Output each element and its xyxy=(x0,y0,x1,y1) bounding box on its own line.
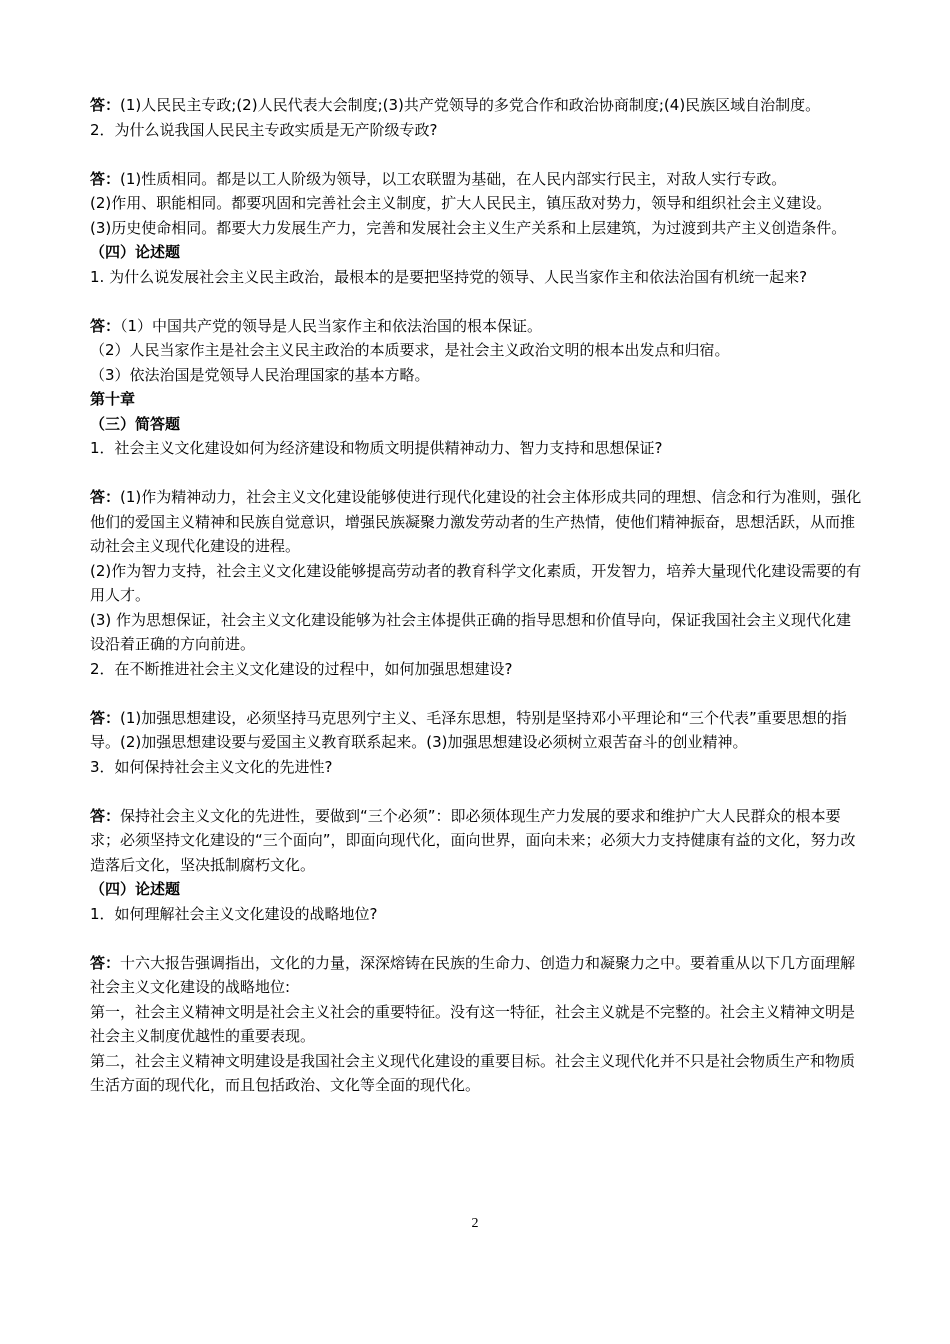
text-paragraph: （3）依法治国是党领导人民治理国家的基本方略。 xyxy=(90,365,430,384)
text-paragraph: (3)历史使命相同。都要大力发展生产力，完善和发展社会主义生产关系和上层建筑，为过渡到共产主义创造条件。 xyxy=(90,218,847,237)
text-paragraph: 1. 为什么说发展社会主义民主政治，最根本的是要把坚持党的领导、人民当家作主和依法治国有机统一起来? xyxy=(90,267,808,286)
blank-line xyxy=(90,926,865,951)
section-heading: （四）论述题 xyxy=(90,880,181,898)
answer-label: 答： xyxy=(90,708,121,727)
answer-label: 答： xyxy=(90,169,121,188)
answer-paragraph xyxy=(90,804,865,878)
text-paragraph: 3．如何保持社会主义文化的先进性? xyxy=(90,757,333,776)
text-paragraph: 1．社会主义文化建设如何为经济建设和物质文明提供精神动力、智力支持和思想保证? xyxy=(90,439,663,457)
blank-line xyxy=(90,461,865,486)
answer-paragraph xyxy=(90,314,865,339)
text-paragraph: 第二，社会主义精神文明建设是我国社会主义现代化建设的重要目标。社会主义现代化并不只是社会物质生产和物质生活方面的现代化，而且包括政治、文化等全面的现代化。 xyxy=(90,1051,856,1094)
text-paragraph: （2）人民当家作主是社会主义民主政治的本质要求，是社会主义政治文明的根本出发点和归宿。 xyxy=(90,341,730,359)
answer-text: (1)性质相同。都是以工人阶级为领导，以工农联盟为基础，在人民内部实行民主，对敌人实行专政。 xyxy=(120,169,787,188)
blank-line xyxy=(90,289,865,314)
answer-text: （1）中国共产党的领导是人民当家作主和依法治国的根本保证。 xyxy=(120,316,543,335)
text-paragraph: 2．在不断推进社会主义文化建设的过程中，如何加强思想建设? xyxy=(90,659,513,678)
answer-text: (1)人民民主专政;(2)人民代表大会制度;(3)共产党领导的多党合作和政治协商制度;(4)民族区域自治制度。 xyxy=(120,96,821,114)
answer-label: 答： xyxy=(90,953,121,972)
answer-label: 答： xyxy=(90,316,121,335)
answer-text: (1)加强思想建设，必须坚持马克思列宁主义、毛泽东思想，特别是坚持邓小平理论和“三个代表”重要思想的指导。(2)加强思想建设要与爱国主义教育联系起来。(3)加强思想建设必须树立艰苦奋斗的创业精神。 xyxy=(90,708,847,751)
answer-label: 答： xyxy=(90,806,121,825)
answer-text: 十六大报告强调指出，文化的力量，深深熔铸在民族的生命力、创造力和凝聚力之中。要着重从以下几方面理解社会主义文化建设的战略地位: xyxy=(90,953,856,996)
blank-line xyxy=(90,779,865,804)
blank-line xyxy=(90,681,865,706)
answer-label: 答： xyxy=(90,488,121,506)
section-heading: 第十章 xyxy=(90,390,136,408)
answer-paragraph xyxy=(90,951,865,1000)
text-paragraph: 1．如何理解社会主义文化建设的战略地位? xyxy=(90,904,378,923)
page-number: 2 xyxy=(471,1216,479,1231)
answer-text: 保持社会主义文化的先进性，要做到“三个必须”：即必须体现生产力发展的要求和维护广大人民群众的根本要求；必须坚持文化建设的“三个面向”，即面向现代化，面向世界，面向未来；必须大力支持健康有益的文化，努力改造落后文化，坚决抵制腐朽文化。 xyxy=(90,806,856,874)
text-paragraph: (2)作用、职能相同。都要巩固和完善社会主义制度，扩大人民民主，镇压敌对势力，领导和组织社会主义建设。 xyxy=(90,194,832,212)
answer-paragraph xyxy=(90,485,865,559)
answer-text: (1)作为精神动力，社会主义文化建设能够使进行现代化建设的社会主体形成共同的理想、信念和行为准则，强化他们的爱国主义精神和民族自觉意识，增强民族凝聚力激发劳动者的生产热情，使他们精神振奋，思想活跃，从而推动社会主义现代化建设的进程。 xyxy=(90,488,862,555)
blank-line xyxy=(90,142,865,167)
text-paragraph: 2．为什么说我国人民民主专政实质是无产阶级专政? xyxy=(90,120,438,139)
document-body xyxy=(90,93,865,1098)
section-heading: （三）简答题 xyxy=(90,414,181,433)
text-paragraph: (3) 作为思想保证，社会主义文化建设能够为社会主体提供正确的指导思想和价值导向，保证我国社会主义现代化建设沿着正确的方向前进。 xyxy=(90,610,852,653)
answer-paragraph xyxy=(90,706,865,755)
answer-paragraph xyxy=(90,167,865,192)
text-paragraph: 第一，社会主义精神文明是社会主义社会的重要特征。没有这一特征，社会主义就是不完整的。社会主义精神文明是社会主义制度优越性的重要表现。 xyxy=(90,1002,856,1045)
answer-label: 答： xyxy=(90,96,121,114)
text-paragraph: (2)作为智力支持，社会主义文化建设能够提高劳动者的教育科学文化素质，开发智力，培养大量现代化建设需要的有用人才。 xyxy=(90,561,862,604)
section-heading: （四）论述题 xyxy=(90,243,181,261)
answer-paragraph xyxy=(90,93,865,118)
